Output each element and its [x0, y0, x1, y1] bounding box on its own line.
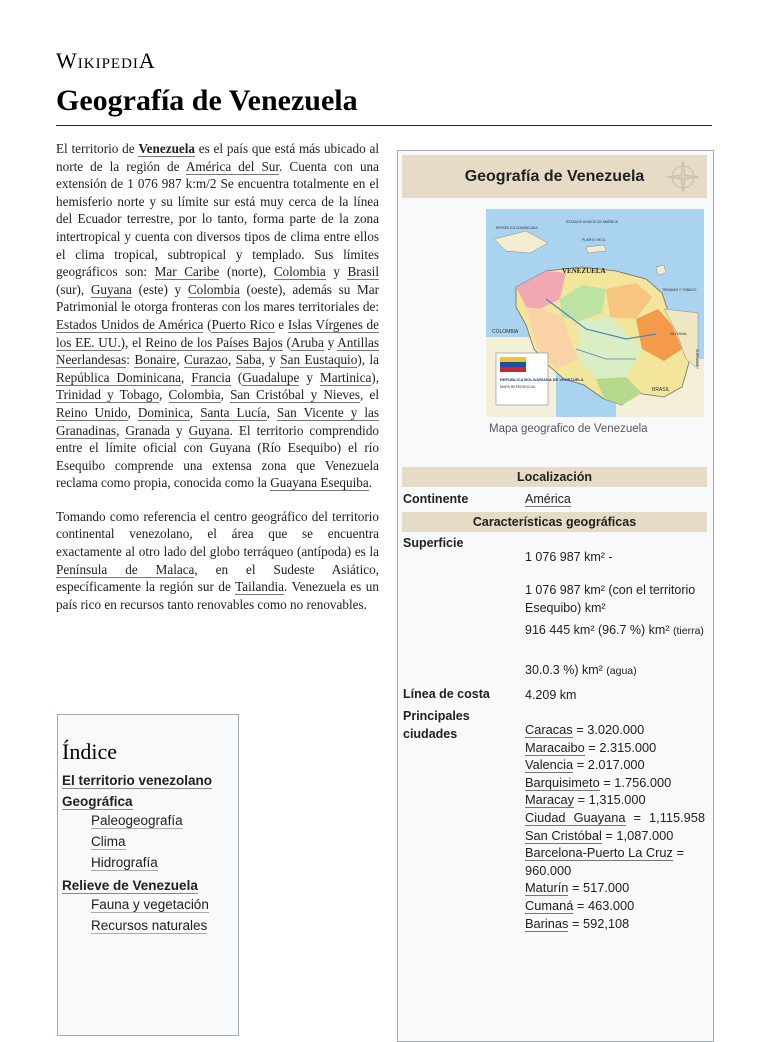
- link-aruba[interactable]: Aruba: [290, 334, 324, 350]
- map-label-eeuu: ESTADOS UNIDOS DE AMÉRICA: [566, 220, 618, 224]
- link-colombia-3[interactable]: Colombia: [168, 387, 221, 403]
- link-america[interactable]: América: [525, 492, 571, 506]
- toc-subitem-hidrografia[interactable]: Hidrografía: [91, 855, 158, 870]
- wordmark-first: W: [56, 48, 78, 73]
- toc-item-relieve[interactable]: Relieve de Venezuela: [62, 878, 198, 893]
- wikipedia-wordmark[interactable]: [56, 48, 156, 74]
- city-link[interactable]: Barquisimeto: [525, 774, 600, 790]
- superficie-value-3: 916 445 km² (96.7 %) km² (tierra): [525, 623, 704, 637]
- link-antillas-neerlandesas[interactable]: Antillas Neerlandesas: [56, 334, 379, 368]
- link-estados-unidos[interactable]: Estados Unidos de América: [56, 316, 204, 332]
- city-item: San Cristóbal = 1,087.000: [525, 827, 674, 843]
- compass-rose-icon: [665, 159, 701, 195]
- link-san-cristobal-y-nieves[interactable]: San Cristóbal y Nieves: [230, 387, 360, 403]
- link-san-eustaquio[interactable]: San Eustaquio: [280, 352, 358, 368]
- city-item: Barinas = 592,108: [525, 915, 630, 931]
- link-san-vicente[interactable]: San Vicente y las Granadinas: [56, 404, 380, 438]
- link-reino-paises-bajos[interactable]: Reino de los Países Bajos: [145, 334, 283, 350]
- second-paragraph: Tomando como referencia el centro geográfico del territorio continental venezolano, el área que se encuentra exactamente al otro lado del globo terráqueo (antípoda) es la Península de Malaca, en el Sudeste Asiático, específicamente la región sur de Tailandia. Venezuela es un país rico en recursos tanto renovables como no renovables.: [56, 508, 379, 612]
- wordmark-last: A: [138, 48, 156, 73]
- link-tailandia[interactable]: Tailandia: [235, 579, 284, 595]
- map-label-brasil: BRASIL: [652, 387, 670, 393]
- intro-paragraph: El territorio de Venezuela es el país que está más ubicado al norte de la región de América del Sur. Cuenta con una extensión de 1 076 987 k:m/2 Se encuentra totalmente en el hemisferio norte y su límite sur está muy cerca de la línea del Ecuador terrestre, por lo tanto, forma parte de la zona intertropical y cuenta con diversos tipos de clima entre ellos el clima tropical, subtropical y templado. Sus límites geográficos son: Mar Caribe (norte), Colombia y Brasil (sur), Guyana (este) y Colombia (oeste), además su Mar Patrimonial le otorga fronteras con los mares territoriales de: Estados Unidos de América (Puerto Rico e Islas Vírgenes de los EE. UU.), el Reino de los Países Bajos (Aruba y Antillas Neerlandesas: Bonaire, Curazao, Saba, y San Eustaquio), la República Dominicana, Francia (Guadalupe y Martinica), Trinidad y Tobago, Colombia, San Cristóbal y Nieves, el Reino Unido, Dominica, Santa Lucía, San Vicente y las Granadinas, Granada y Guyana. El territorio comprendido entre el límite oficial con Guyana (Río Esequibo) el río Esequibo comprende una extensa zona que Venezuela reclama como propia, conocida como la Guayana Esequiba.: [56, 141, 380, 491]
- map-caption: Mapa geografico de Venezuela: [489, 423, 648, 435]
- map-legend-title: REPÚBLICA BOLIVARIANA DE VENEZUELA: [500, 377, 584, 382]
- map-label-trinidad: TRINIDAD Y TOBAGO: [662, 288, 697, 292]
- link-guyana-2[interactable]: Guyana: [188, 422, 230, 438]
- table-of-contents: [57, 714, 239, 1036]
- article-body: [56, 140, 379, 629]
- city-link[interactable]: Maturín: [525, 880, 569, 896]
- superficie-value-4: 30.0.3 %) km² (agua): [525, 663, 637, 677]
- ciudades-label: Principales ciudades: [403, 709, 470, 741]
- city-item: Barcelona-Puerto La Cruz = 960.000: [525, 845, 684, 878]
- city-item: Barquisimeto = 1.756.000: [525, 774, 672, 790]
- map-label-colombia: COLOMBIA: [492, 329, 519, 335]
- toc-heading: Índice: [62, 739, 117, 764]
- city-link[interactable]: Maracaibo: [525, 739, 585, 755]
- costa-label: Línea de costa: [403, 687, 490, 701]
- toc-subitem-clima[interactable]: Clima: [91, 834, 126, 849]
- city-link[interactable]: Caracas: [525, 722, 573, 737]
- link-reino-unido[interactable]: Reino Unido: [56, 404, 128, 420]
- city-item: Caracas = 3.020.000: [525, 722, 645, 737]
- link-colombia-2[interactable]: Colombia: [187, 281, 240, 297]
- link-brasil[interactable]: Brasil: [347, 264, 379, 280]
- link-peninsula-de-malaca[interactable]: Península de Malaca: [56, 561, 195, 577]
- city-item: Maracaibo = 2.315.000: [525, 739, 657, 755]
- link-saba[interactable]: Saba: [235, 352, 262, 368]
- link-granada[interactable]: Granada: [125, 422, 171, 438]
- wordmark-middle: ikipedi: [77, 48, 139, 73]
- city-item: Maturín = 517.000: [525, 880, 630, 896]
- city-link[interactable]: Valencia: [525, 757, 574, 773]
- city-item: Valencia = 2.017.000: [525, 757, 645, 773]
- toc-subitem-fauna[interactable]: Fauna y vegetación: [91, 897, 209, 912]
- link-santa-lucia[interactable]: Santa Lucía: [200, 404, 267, 420]
- city-item: Ciudad Guayana = 1,115.958: [525, 809, 706, 825]
- infobox: [397, 150, 714, 1042]
- section-caracteristicas: Características geográficas: [402, 512, 707, 532]
- toc-subitem-paleogeografia[interactable]: Paleogeografía: [91, 813, 183, 828]
- toc-item-territorio[interactable]: El territorio venezolano: [62, 773, 213, 788]
- section-localizacion: Localización: [402, 467, 707, 487]
- city-link[interactable]: Cumaná: [525, 897, 574, 913]
- toc-item-geografica[interactable]: Geográfica: [62, 794, 133, 809]
- link-america-del-sur[interactable]: América del Sur: [185, 158, 280, 174]
- costa-value: 4.209 km: [525, 688, 577, 702]
- link-francia[interactable]: Francia: [191, 369, 231, 385]
- cities-list: [525, 721, 705, 932]
- map-label-suriname: SURINAME: [695, 349, 699, 367]
- link-guayana-esequiba[interactable]: Guayana Esequiba: [270, 475, 369, 491]
- page-title: Geografía de Venezuela: [56, 84, 358, 117]
- venezuela-map[interactable]: [486, 209, 704, 417]
- city-link[interactable]: San Cristóbal: [525, 827, 602, 843]
- link-republica-dominicana[interactable]: República Dominicana: [56, 369, 181, 385]
- link-guadalupe[interactable]: Guadalupe: [242, 369, 300, 385]
- superficie-value-1: 1 076 987 km² -: [525, 550, 613, 564]
- city-item: Maracay = 1,315.000: [525, 792, 646, 808]
- city-link[interactable]: Maracay: [525, 792, 575, 808]
- superficie-label: Superficie: [403, 536, 464, 550]
- continente-value: [525, 490, 705, 508]
- link-dominica[interactable]: Dominica: [137, 404, 190, 420]
- map-label-venezuela: VENEZUELA: [562, 267, 606, 275]
- infobox-title: [402, 155, 707, 198]
- map-label-rep-dominicana: REPÚBLICA DOMINICANA: [496, 226, 538, 230]
- map-legend-subtitle: MAPA REFERENCIAL: [500, 385, 536, 389]
- link-trinidad-y-tobago[interactable]: Trinidad y Tobago: [56, 387, 160, 403]
- link-martinica[interactable]: Martinica: [320, 369, 372, 385]
- link-mar-caribe[interactable]: Mar Caribe: [154, 264, 220, 280]
- link-colombia[interactable]: Colombia: [273, 264, 326, 280]
- infobox-title-text: Geografía de Venezuela: [464, 168, 645, 185]
- continente-label: Continente: [403, 492, 469, 506]
- link-guyana[interactable]: Guyana: [90, 281, 132, 297]
- city-link[interactable]: Barcelona-Puerto La Cruz: [525, 845, 673, 861]
- city-link[interactable]: Barinas: [525, 915, 569, 931]
- link-puerto-rico[interactable]: Puerto Rico: [211, 316, 275, 332]
- title-divider: [56, 125, 712, 126]
- toc-subitem-recursos[interactable]: Recursos naturales: [91, 918, 208, 933]
- map-label-puerto-rico: PUERTO RICO: [582, 238, 606, 242]
- link-bonaire[interactable]: Bonaire: [134, 352, 177, 368]
- map-label-guyana: GUYANA: [670, 331, 687, 336]
- city-item: Cumaná = 463.000: [525, 897, 635, 913]
- link-islas-virgenes[interactable]: Islas Vírgenes de los EE. UU.: [56, 316, 379, 350]
- link-curazao[interactable]: Curazao: [184, 352, 228, 368]
- link-venezuela[interactable]: Venezuela: [138, 141, 196, 156]
- city-link[interactable]: Ciudad Guayana: [525, 809, 626, 825]
- superficie-value-2: 1 076 987 km² (con el territorio Esequibo) km²: [525, 583, 696, 615]
